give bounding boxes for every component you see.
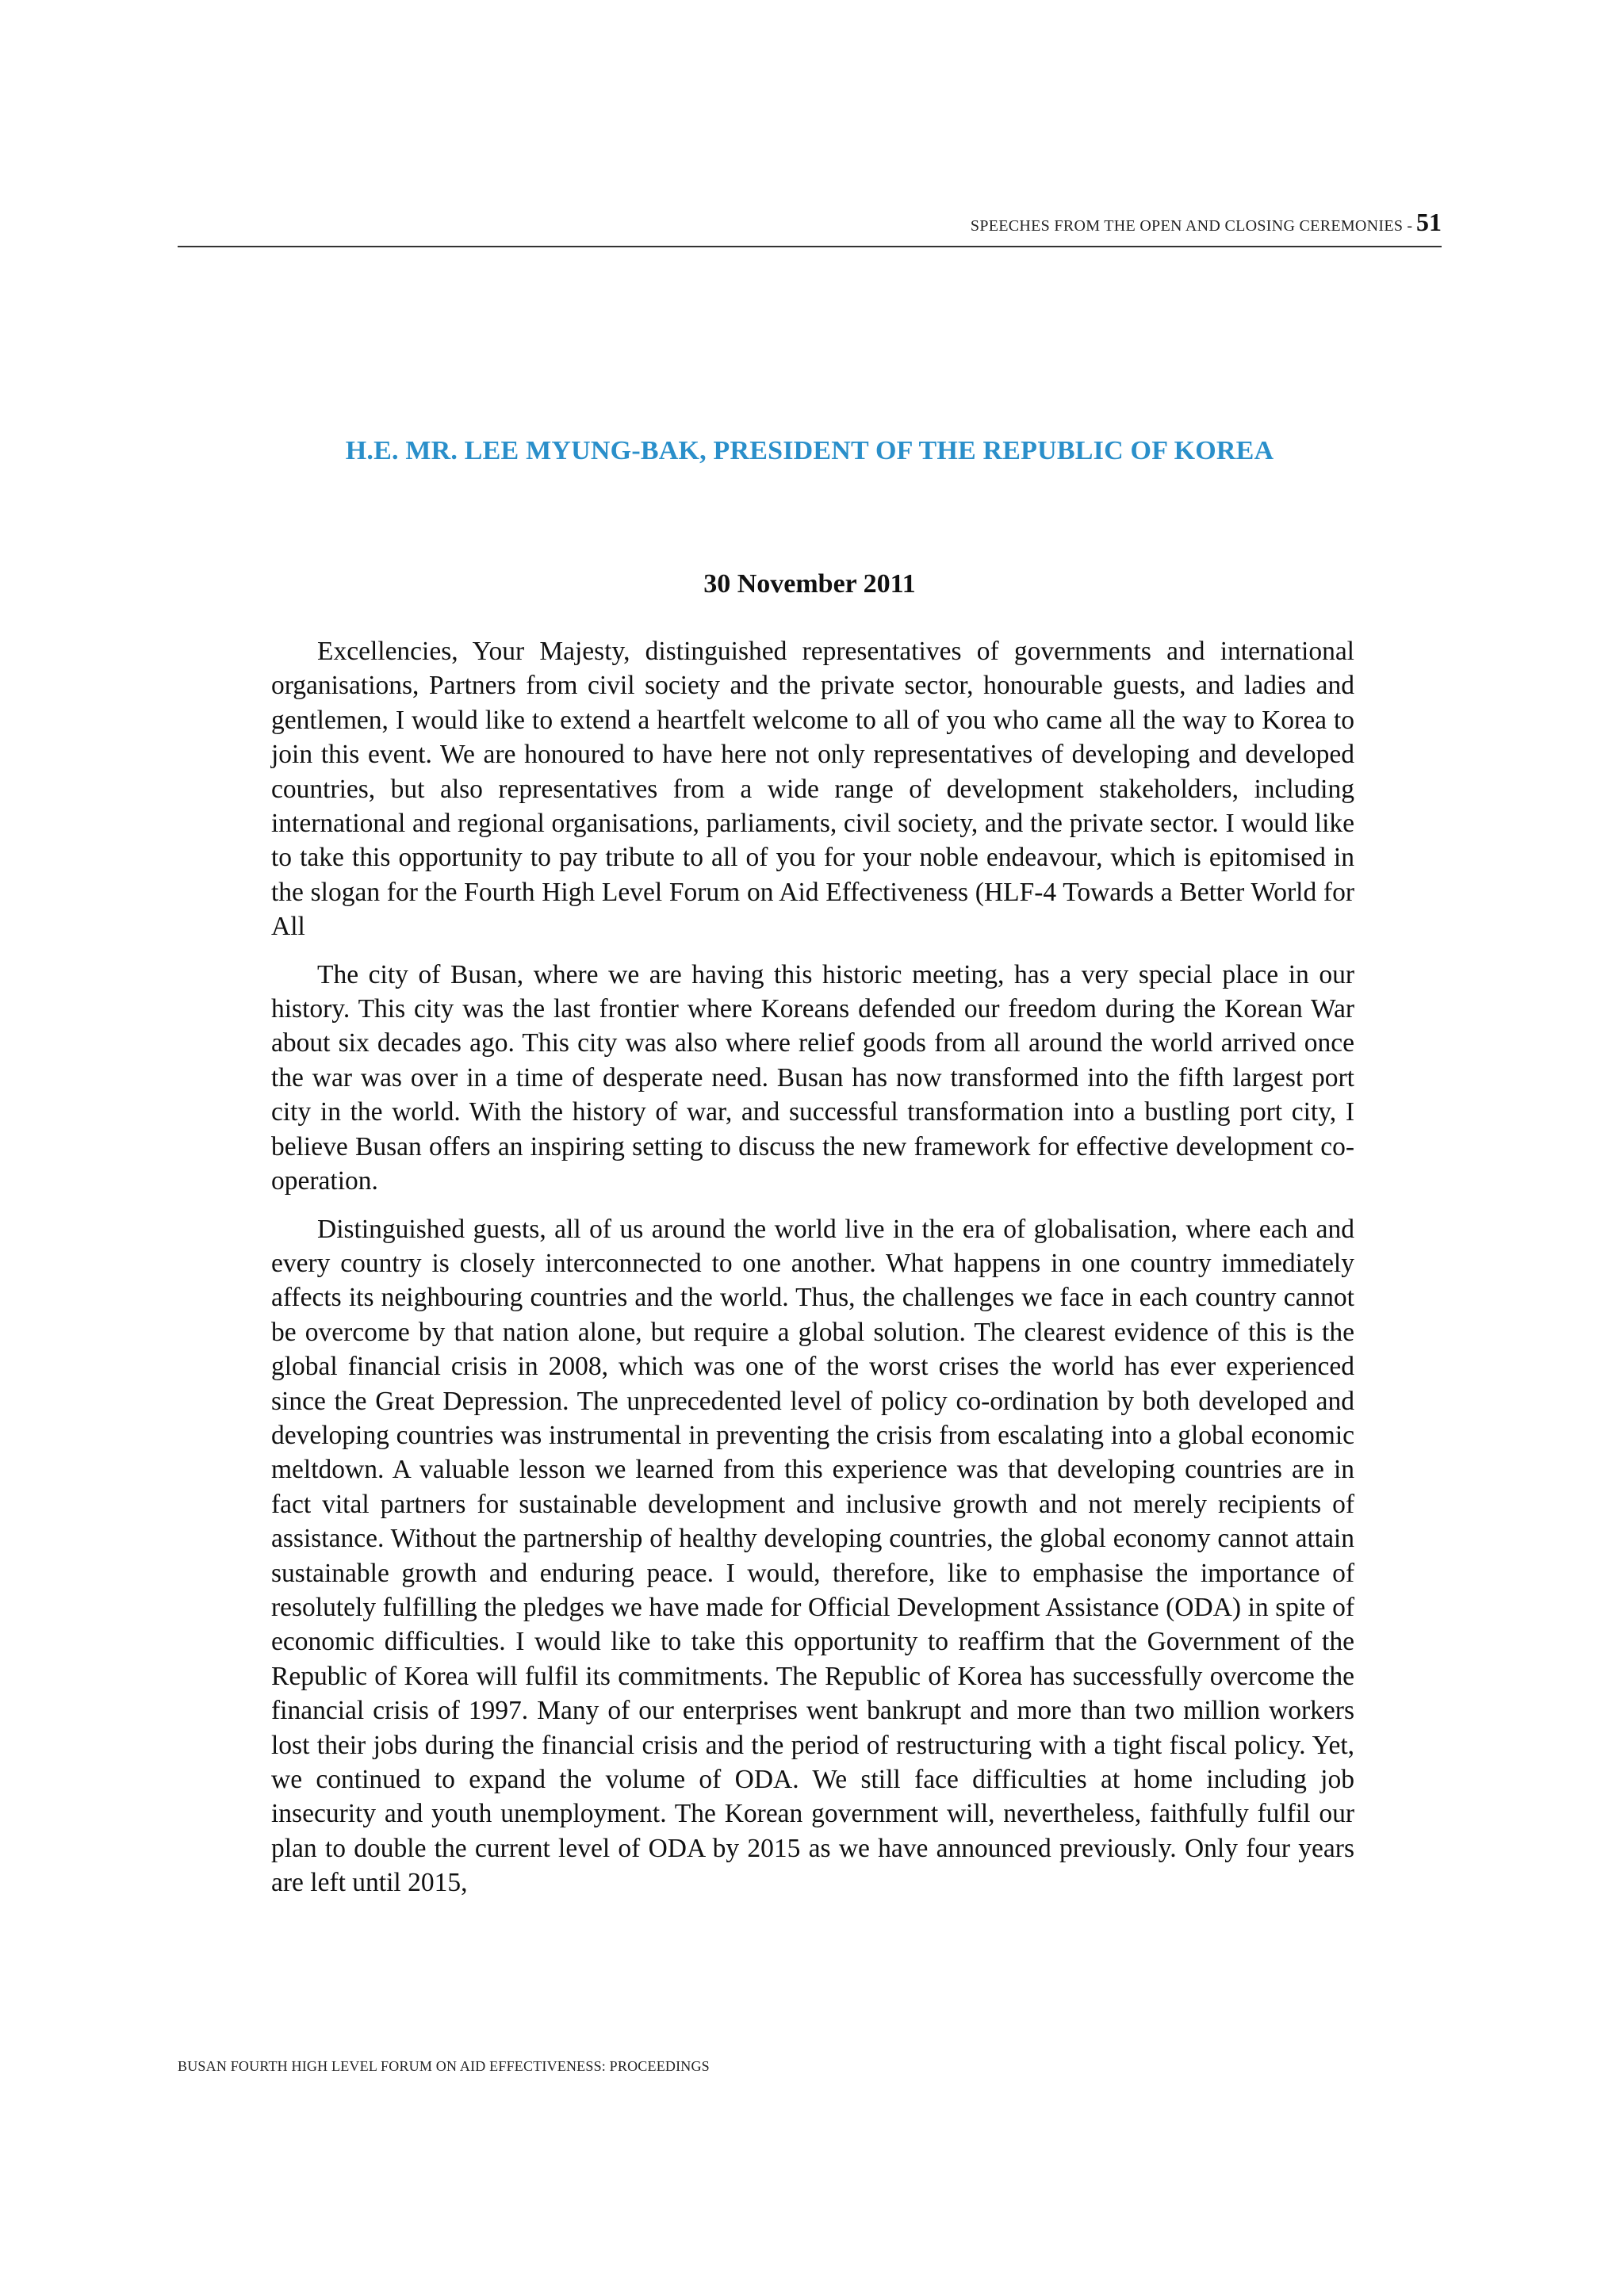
body-paragraph: The city of Busan, where we are having this historic meeting, has a very special place in our history. This city was the last frontier where Koreans defended our freedom during the Korean War about six decades ago. This city was also where relief goods from all around the world arrived once the war was over in a time of desperate need. Busan has now transformed into the fifth largest port city in the world. With the history of war, and successful transformation into a bustling port city, I believe Busan offers an inspiring setting to discuss the new framework for effective development co-operation. — [271, 959, 1354, 1196]
header-section-title: SPEECHES FROM THE OPEN AND CLOSING CEREMONIES — [970, 217, 1404, 235]
header-separator: - — [1403, 217, 1416, 235]
body-paragraph: Distinguished guests, all of us around the world live in the era of globalisation, where each and every country is closely interconnected to one another. What happens in one country immediately affects its neighbouring countries and the world. Thus, the challenges we face in each country cannot be overcome by that nation alone, but require a global solution. The clearest evidence of this is the global financial crisis in 2008, which was one of the worst crises the world has ever experienced since the Great Depression. The unprecedented level of policy co-ordination by both developed and developing countries was instrumental in preventing the crisis from escalating into a global economic meltdown. A valuable lesson we learned from this experience was that developing countries are in fact vital partners for sustainable development and inclusive growth and not merely recipients of assistance. Without the partnership of healthy developing countries, the global economy cannot attain sustainable growth and enduring peace. I would, therefore, like to emphasise the importance of resolutely fulfilling the pledges we have made for Official Development Assistance (ODA) in spite of economic difficulties. I would like to take this opportunity to reaffirm that the Government of the Republic of Korea will fulfil its commitments. The Republic of Korea has successfully overcome the financial crisis of 1997. Many of our enterprises went bankrupt and more than two million workers lost their jobs during the financial crisis and the period of restructuring with a tight fiscal policy. Yet, we continued to expand the volume of ODA. We still face difficulties at home including job insecurity and youth unemployment. The Korean government will, nevertheless, faithfully fulfil our plan to double the current level of ODA by 2015 as we have announced previously. Only four years are left until 2015, — [271, 1214, 1354, 1898]
body-paragraph: Excellencies, Your Majesty, distinguished representatives of governments and international organisations, Partners from civil society and the private sector, honourable guests, and ladies and gentlemen, I would like to extend a heartfelt welcome to all of you who came all the way to Korea to join this event. We are honoured to have here not only representatives of developing and developed countries, but also representatives from a wide range of development stakeholders, including international and regional organisations, parliaments, civil society, and the private sector. I would like to take this opportunity to pay tribute to all of you for your noble endeavour, which is epitomised in the slogan for the Fourth High Level Forum on Aid Effectiveness (HLF-4 Towards a Better World for All — [271, 637, 1354, 942]
speech-date: 30 November 2011 — [703, 569, 916, 599]
running-footer: BUSAN FOURTH HIGH LEVEL FORUM ON AID EFFECTIVENESS: PROCEEDINGS — [178, 2058, 710, 2074]
speech-title: H.E. MR. LEE MYUNG-BAK, PRESIDENT OF THE REPUBLIC OF KOREA — [345, 436, 1274, 465]
speech-body — [271, 634, 1354, 1914]
running-header — [178, 208, 1442, 247]
page-number: 51 — [1416, 208, 1442, 236]
